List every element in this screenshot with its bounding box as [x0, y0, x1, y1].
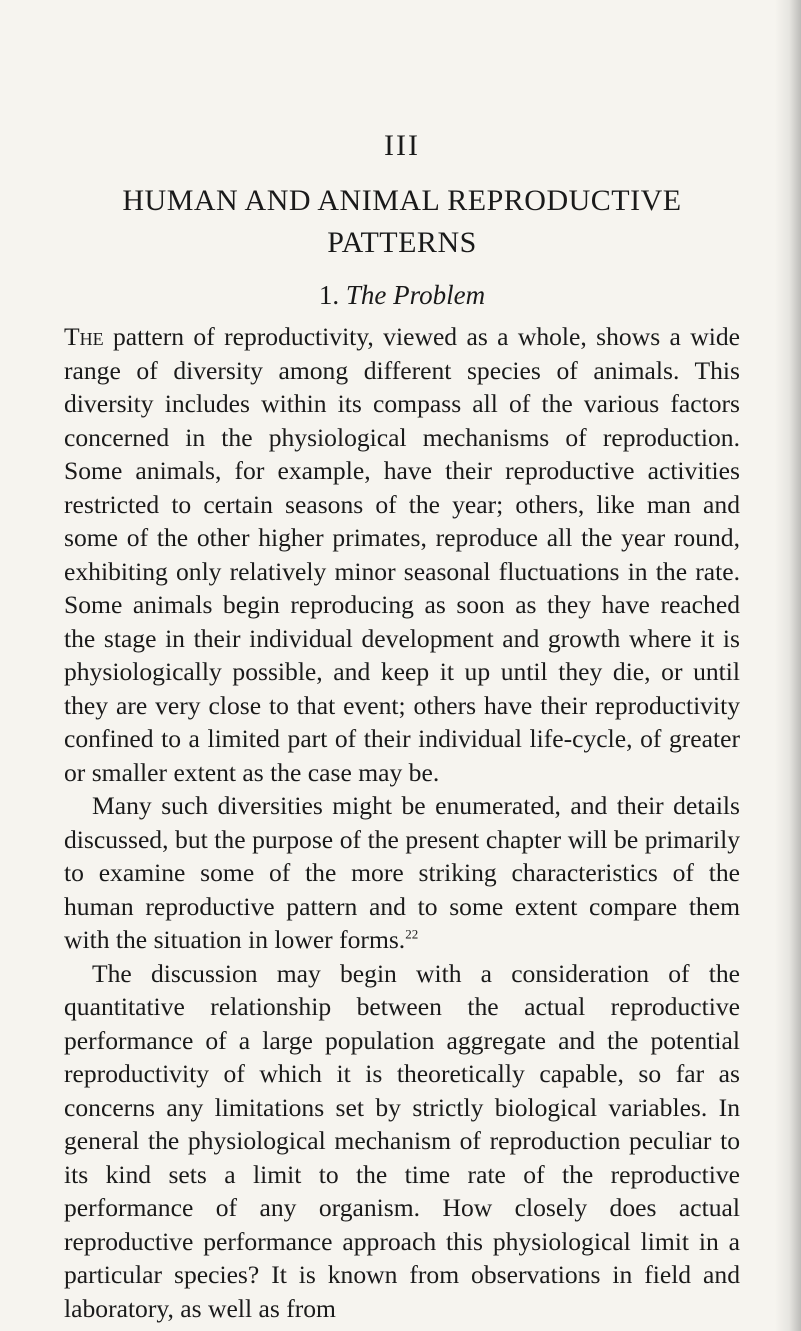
page-edge-shadow: [775, 0, 801, 1331]
paragraph-lead-word: The: [64, 322, 104, 351]
body-text: [64, 320, 740, 1325]
chapter-title-line-1: HUMAN AND ANIMAL REPRODUCTIVE: [122, 184, 682, 217]
book-page: [64, 128, 740, 1325]
paragraph-2-text: Many such diversities might be enumerated, and their details discussed, but the purpose of the present chapter will be primarily to examine some of the more striking characteristics of the human reproductive pattern and to some extent compare them with the situation in lower forms.: [64, 791, 740, 954]
section-heading: [64, 278, 740, 312]
section-number: 1.: [318, 280, 340, 310]
chapter-number: III: [384, 129, 420, 162]
paragraph-1: [64, 320, 740, 789]
chapter-title-line-2: PATTERNS: [327, 226, 477, 259]
footnote-reference[interactable]: 22: [405, 926, 419, 942]
section-title: The Problem: [345, 280, 486, 310]
paragraph-3: [64, 957, 740, 1326]
paragraph-3-text: The discussion may begin with a consideration of the quantitative relationship between the actual reproductive performance of a large population aggregate and the potential reproductivity of which it is theoretically capable, so far as concerns any limitations set by strictly biological variables. In general the physiological mechanism of reproduction peculiar to its kind sets a limit to the time rate of the reproductive performance of any organism. How closely does actual reproductive performance approach this physiological limit in a particular species? It is known from observations in field and laboratory, as well as from: [64, 958, 740, 1323]
chapter-title: [64, 180, 740, 264]
paragraph-1-text: pattern of reproductivity, viewed as a whole, shows a wide range of diversity among different species of animals. This diversity includes within its compass all of the various factors concerned in the physiological mechanisms of reproduction. Some animals, for example, have their reproductive activities restricted to certain seasons of the year; others, like man and some of the other higher primates, reproduce all the year round, exhibiting only relatively minor seasonal fluctuations in the rate. Some animals begin reproducing as soon as they have reached the stage in their individual development and growth where it is physiologically possible, and keep it up until they die, or until they are very close to that event; others have their reproductivity confined to a limited part of their individual life-cycle, of greater or smaller extent as the case may be.: [64, 322, 740, 787]
paragraph-2: [64, 789, 740, 957]
